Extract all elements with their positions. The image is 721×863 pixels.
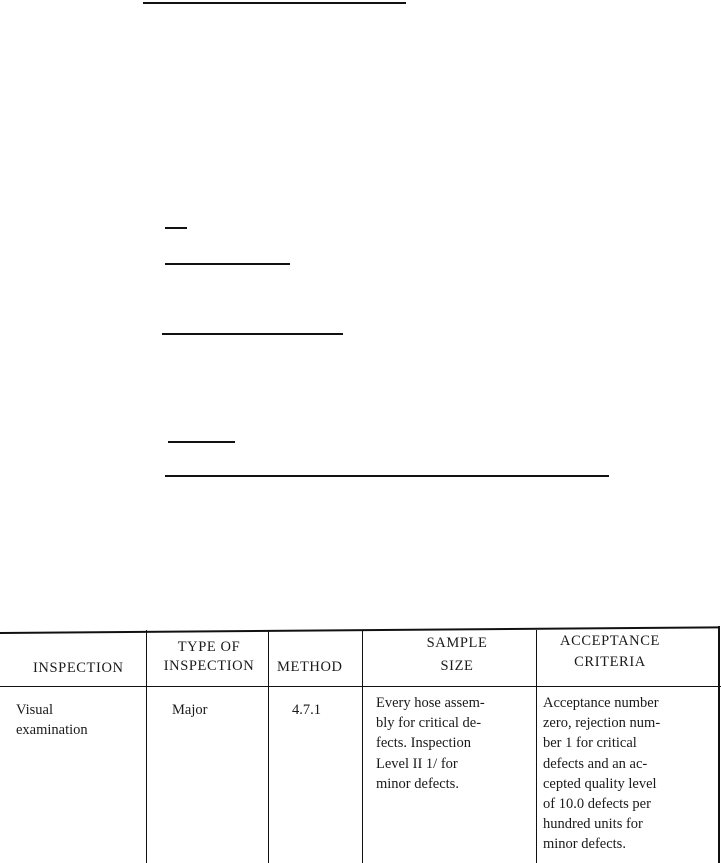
cell-sample-size xyxy=(376,693,485,794)
header-method: METHOD xyxy=(277,659,343,675)
cell-criteria-line: of 10.0 defects per xyxy=(543,796,651,813)
table-right-border xyxy=(718,626,720,863)
cell-acceptance-criteria xyxy=(543,693,660,855)
column-divider xyxy=(146,630,147,863)
cell-type: Major xyxy=(172,702,208,718)
table-header-divider xyxy=(0,686,721,687)
header-acceptance-line2: CRITERIA xyxy=(574,654,646,670)
header-inspection: INSPECTION xyxy=(33,660,124,676)
cell-inspection-line: Visual xyxy=(16,702,53,718)
underline-wide xyxy=(165,475,609,477)
header-type-of-inspection xyxy=(150,638,268,676)
header-sample-line1: SAMPLE xyxy=(426,635,488,651)
cell-method: 4.7.1 xyxy=(292,702,321,718)
cell-sample-line: Level II 1/ for xyxy=(376,755,458,772)
cell-criteria-line: defects and an ac- xyxy=(543,755,648,772)
header-type-line1: TYPE OF xyxy=(177,639,241,655)
inspection-table xyxy=(0,626,721,863)
cell-sample-line: minor defects. xyxy=(376,775,459,792)
underline-medium xyxy=(165,263,290,265)
cell-criteria-line: minor defects. xyxy=(543,836,626,853)
column-divider xyxy=(536,630,537,863)
cell-inspection xyxy=(16,700,88,740)
header-sample-line2: SIZE xyxy=(440,658,474,674)
cell-criteria-line: ber 1 for critical xyxy=(543,735,637,752)
cell-sample-line: bly for critical de- xyxy=(376,715,482,732)
heading-underline xyxy=(143,2,406,4)
cell-criteria-line: zero, rejection num- xyxy=(543,715,661,732)
cell-criteria-line: hundred units for xyxy=(543,816,643,833)
underline-short xyxy=(165,227,187,229)
cell-sample-line: Every hose assem- xyxy=(376,695,485,711)
header-sample-size xyxy=(394,634,520,676)
cell-sample-line: fects. Inspection xyxy=(376,735,472,752)
header-acceptance-line1: ACCEPTANCE xyxy=(560,633,660,649)
cell-inspection-line: examination xyxy=(16,722,88,739)
underline-long xyxy=(162,333,343,335)
column-divider xyxy=(362,630,363,863)
cell-criteria-line: cepted quality level xyxy=(543,775,657,792)
header-acceptance-criteria xyxy=(548,632,672,672)
underline-small xyxy=(168,441,235,443)
column-divider xyxy=(268,630,269,863)
cell-criteria-line: Acceptance number xyxy=(543,695,659,711)
header-type-line2: INSPECTION xyxy=(163,658,255,674)
